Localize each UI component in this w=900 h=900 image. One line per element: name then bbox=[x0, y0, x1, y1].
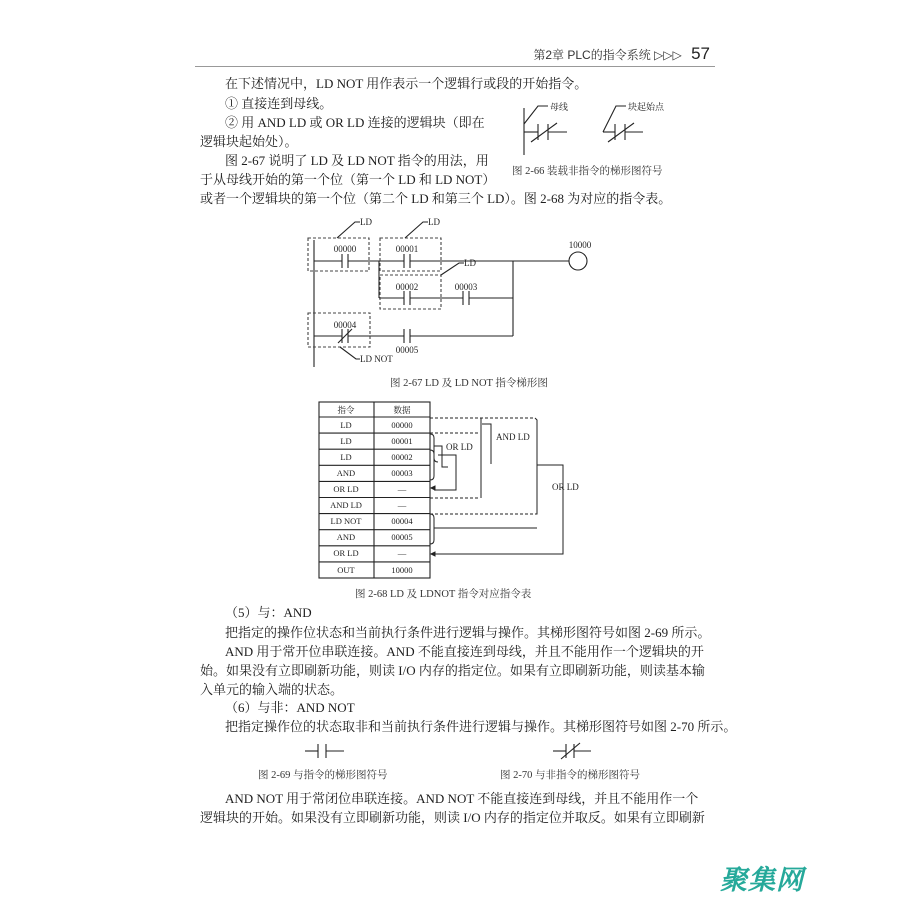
busbar-label: 母线 bbox=[550, 102, 569, 112]
ld-label: LD bbox=[464, 258, 476, 268]
paragraph: 在下述情况中，LD NOT 用作表示一个逻辑行或段的开始指令。 bbox=[225, 76, 588, 91]
table-cell: 00002 bbox=[391, 452, 413, 462]
table-cell: 00003 bbox=[391, 468, 413, 478]
table-header: 数据 bbox=[393, 405, 411, 415]
and-not-contact-symbol bbox=[553, 743, 591, 759]
paragraph: 逻辑块起始处）。 bbox=[200, 134, 298, 149]
table-cell: LD bbox=[340, 420, 352, 430]
page-number: 57 bbox=[691, 44, 710, 63]
paragraph: 入单元的输入端的状态。 bbox=[200, 682, 344, 697]
table-cell: AND LD bbox=[330, 500, 362, 510]
chapter-title: 第2章 PLC的指令系统 bbox=[533, 48, 651, 62]
paragraph: 逻辑块的开始。如果没有立即刷新功能，则读 I/O 内存的指定位并取反。如果有立即刷新 bbox=[200, 810, 705, 825]
ld-label: LD bbox=[428, 217, 440, 227]
table-cell: LD NOT bbox=[330, 516, 362, 526]
table-cell: — bbox=[397, 500, 407, 510]
paragraph: ① 直接连到母线。 bbox=[225, 96, 333, 111]
paragraph: 把指定的操作位状态和当前执行条件进行逻辑与操作。其梯形图符号如图 2-69 所示。 bbox=[225, 625, 711, 640]
paragraph: 图 2-67 说明了 LD 及 LD NOT 指令的用法，用 bbox=[225, 153, 489, 168]
section-heading: （6）与非：AND NOT bbox=[225, 700, 355, 715]
paragraph: ② 用 AND LD 或 OR LD 连接的逻辑块（即在 bbox=[225, 115, 485, 130]
figure-caption: 图 2-69 与指令的梯形图符号 bbox=[258, 770, 388, 781]
figure-caption: 图 2-68 LD 及 LDNOT 指令对应指令表 bbox=[355, 589, 532, 600]
block-start-label: 块起始点 bbox=[628, 102, 665, 112]
contact-label: 00000 bbox=[333, 244, 357, 254]
table-cell: 00004 bbox=[391, 516, 413, 526]
contact-label: 00001 bbox=[395, 244, 419, 254]
coil-label: 10000 bbox=[568, 240, 592, 250]
bracket-label: AND LD bbox=[496, 432, 530, 442]
section-heading: （5）与：AND bbox=[225, 605, 312, 620]
paragraph: 把指定操作位的状态取非和当前执行条件进行逻辑与操作。其梯形图符号如图 2-70 所示。 bbox=[225, 719, 737, 734]
paragraph: 或者一个逻辑块的第一个位（第二个 LD 和第三个 LD）。图 2-68 为对应的指令表。 bbox=[200, 191, 672, 206]
table-cell: OR LD bbox=[333, 484, 359, 494]
ld-not-busbar-symbol bbox=[524, 106, 567, 155]
and-contact-symbol bbox=[305, 744, 344, 758]
bracket-label: OR LD bbox=[446, 442, 473, 452]
figure-caption: 图 2-70 与非指令的梯形图符号 bbox=[500, 770, 640, 781]
paragraph: AND 用于常开位串联连接。AND 不能直接连到母线，并且不能用作一个逻辑块的开 bbox=[225, 644, 704, 659]
table-cell: LD bbox=[340, 452, 352, 462]
output-coil bbox=[569, 252, 587, 270]
table-cell: AND bbox=[336, 468, 356, 478]
arrow-marks: ▷▷▷ bbox=[654, 48, 682, 62]
contact-label: 00004 bbox=[333, 320, 357, 330]
instruction-table bbox=[330, 405, 413, 575]
table-cell: 00000 bbox=[391, 420, 413, 430]
watermark-logo: 聚集网 bbox=[720, 865, 804, 896]
table-cell: 10000 bbox=[391, 565, 413, 575]
table-cell: — bbox=[397, 484, 407, 494]
contact-label: 00002 bbox=[395, 282, 419, 292]
table-cell: OR LD bbox=[333, 548, 359, 558]
table-cell: 00005 bbox=[391, 532, 413, 542]
figure-caption: 图 2-67 LD 及 LD NOT 指令梯形图 bbox=[390, 378, 548, 389]
table-cell: OUT bbox=[337, 565, 355, 575]
paragraph: AND NOT 用于常闭位串联连接。AND NOT 不能直接连到母线，并且不能用作一个 bbox=[225, 791, 699, 806]
paragraph: 于从母线开始的第一个位（第一个 LD 和 LD NOT） bbox=[200, 172, 496, 187]
ld-not-label: LD NOT bbox=[360, 354, 393, 364]
bracket-label: OR LD bbox=[552, 482, 579, 492]
paragraph: 始。如果没有立即刷新功能，则读 I/O 内存的指定位。如果有立即刷新功能，则读基本输 bbox=[200, 663, 705, 678]
ld-label: LD bbox=[360, 217, 372, 227]
table-cell: 00001 bbox=[391, 436, 413, 446]
table-cell: AND bbox=[336, 532, 356, 542]
table-header: 指令 bbox=[337, 405, 355, 415]
table-cell: — bbox=[397, 548, 407, 558]
table-cell: LD bbox=[340, 436, 352, 446]
figure-caption: 图 2-66 装载非指令的梯形图符号 bbox=[512, 166, 663, 177]
contact-label: 00005 bbox=[395, 345, 419, 355]
contact-label: 00003 bbox=[454, 282, 478, 292]
